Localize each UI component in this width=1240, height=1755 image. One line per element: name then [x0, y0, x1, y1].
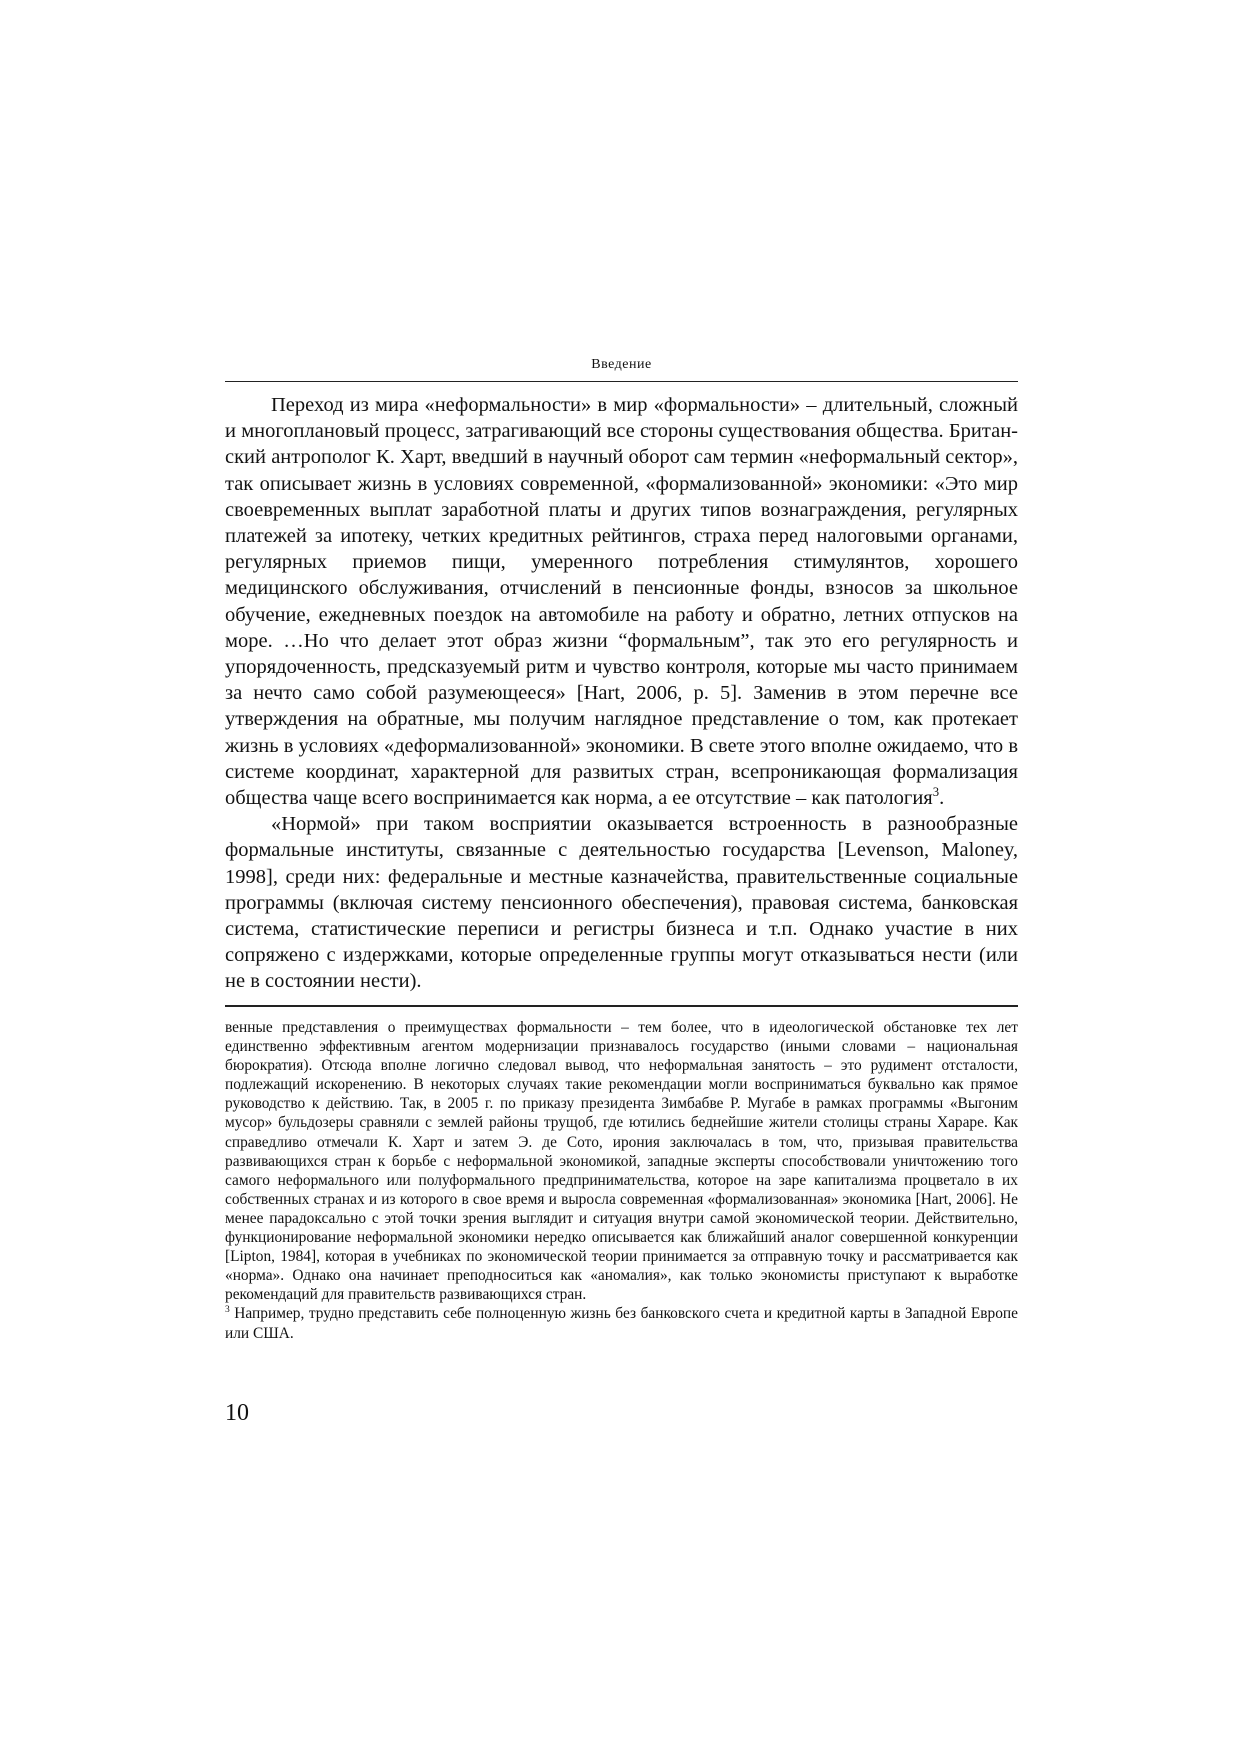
paragraph-2	[225, 811, 1018, 994]
footnote-3-marker: 3	[225, 1304, 230, 1316]
running-head: Введение	[591, 357, 652, 372]
footnote-3	[225, 1304, 1018, 1342]
footnote-ref-3[interactable]: 3	[932, 785, 940, 800]
footnotes	[225, 1018, 1018, 1343]
header-rule	[225, 381, 1018, 382]
footnote-rule	[225, 1005, 1018, 1007]
footnote-continuation: венные представления о преимуществах формальности – тем более, что в идеологической обстановке тех лет единственно эффективным агентом модернизации признавалось государство (иными словами – национальная бюрократия). Отсюда вполне логично следовал вывод, что неформальная занятость – это рудимент отсталости, подлежащий искоренению. В некоторых случаях такие рекомендации могли восприниматься буквально как прямое руководство к действию. Так, в 2005 г. по приказу президента Зимбабве Р. Мугабе в рамках программы «Выгоним мусор» бульдозеры сравняли с землей районы трущоб, где ютились беднейшие жители столицы страны Хараре. Как справедливо отмечали К. Харт и затем Э. де Сото, ирония заключалась в том, что, призывая правительства развивающихся стран к борьбе с неформальной экономикой, западные эксперты способствовали уничтожению того самого неформального или полуформального предпринимательства, которое на заре капитализма процветало в их собственных странах и из которого в свое время и выросла современная «формализованная» экономика [Hart, 2006]. Не менее парадоксально с этой точки зрения выглядит и ситуация внутри самой экономической теории. Действительно, функционирование неформальной экономики нередко описывается как ближайший аналог совершенной конкуренции [Lipton, 1984], которая в учебниках по экономической теории принимается за отправную точку и рассматривается как «норма». Однако она начинает преподноситься как «аномалия», как только экономисты приступают к выработке рекомендаций для правительств развивающихся стран.	[225, 1019, 1018, 1304]
footnote-3-text: Например, трудно представить себе полноценную жизнь без банковского счета и кредитной карты в Западной Европе или США.	[225, 1305, 1018, 1342]
paragraph-1-text: Переход из мира «неформальности» в мир «формальности» – длительный, сложный и многоплановый процесс, затрагивающий все стороны существования общества. Британский антрополог К. Харт, введший в научный оборот сам термин «неформальный сектор», так описывает жизнь в условиях современной, «формализованной» экономики: «Это мир своевременных выплат заработной платы и других типов вознаграждения, регулярных платежей за ипотеку, четких кредитных рейтингов, страха перед налоговыми органами, регулярных приемов пищи, умеренного потребления стимулянтов, хорошего медицинского обслуживания, отчислений в пенсионные фонды, взносов за школьное обучение, ежедневных поездок на автомобиле на работу и обратно, летних отпусков на море. …Но что делает этот образ жизни “формальным”, так это его регулярность и упорядоченность, предсказуемый ритм и чувство контроля, которые мы часто принимаем за нечто само собой разумеющееся» [Hart, 2006, p. 5]. Заменив в этом перечне все утверждения на обратные, мы получим наглядное представление о том, как протекает жизнь в условиях «деформализованной» экономики. В свете этого вполне ожидаемо, что в системе координат, характерной для развитых стран, всепроникающая формализация общества чаще всего воспринимается как норма, а ее отсутствие – как патология	[225, 394, 1018, 810]
paragraph-2-text: «Нормой» при таком восприятии оказывается встроенность в разнообразные формальные институты, связанные с деятельностью государства [Levenson, Maloney, 1998], среди них: федеральные и местные казначейства, правительственные социальные программы (включая систему пенсионного обеспечения), правовая система, банковская система, статистические переписи и регистры бизнеса и т.п. Однако участие в них сопряжено с издержками, которые определенные группы могут отказываться нести (или не в состоянии нести).	[225, 813, 1018, 993]
paragraph-1	[225, 392, 1018, 811]
main-text	[225, 392, 1018, 995]
paragraph-1-tail: .	[939, 787, 945, 810]
page-number: 10	[225, 1400, 249, 1426]
